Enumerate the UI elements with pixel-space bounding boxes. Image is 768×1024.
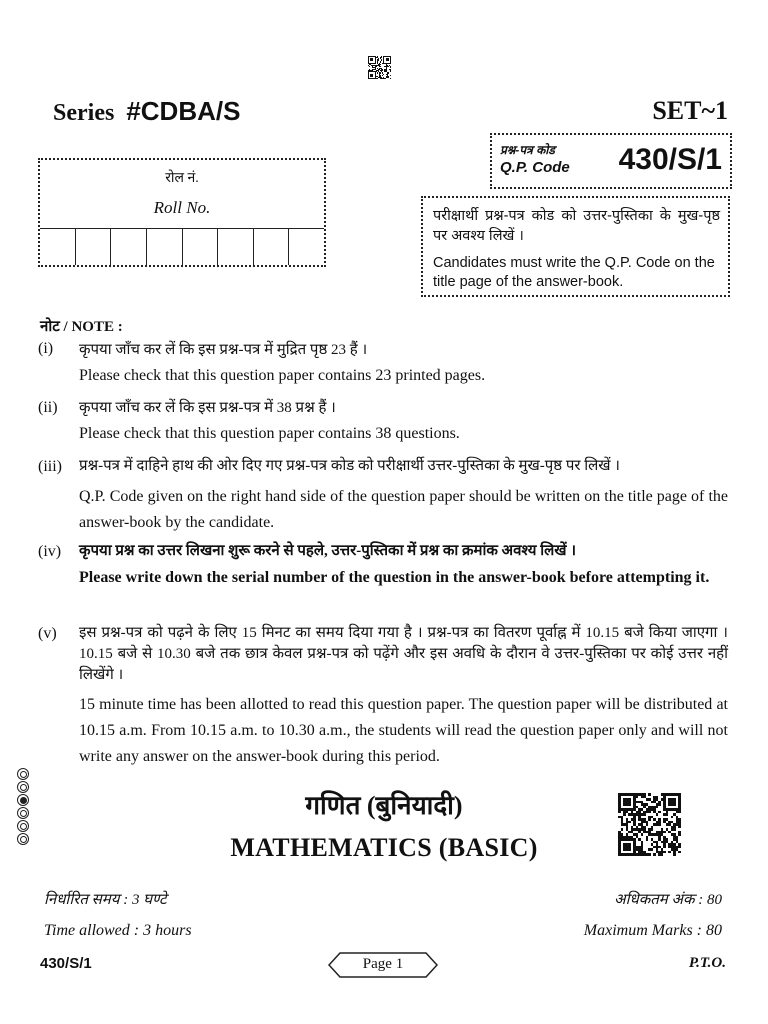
roll-cell [147, 229, 183, 265]
note-hindi: कृपया जाँच कर लें कि इस प्रश्न-पत्र में मुद्रित पृष्ठ 23 हैं । [79, 342, 368, 358]
series-label: Series [53, 100, 115, 126]
series-header [53, 96, 240, 127]
roll-label-english: Roll No. [153, 198, 211, 217]
note-number: (v) [38, 625, 57, 642]
qp-code-value: 430/S/1 [618, 143, 722, 176]
footer-qp-code: 430/S/1 [40, 955, 92, 972]
note-english: 15 minute time has been allotted to read this question paper. The question paper will be distributed at 10.15 a.m. From 10.15 a.m. to 10.30 a.m., the students will read the question paper only and will not write any answer on the answer-book during this period. [79, 696, 728, 765]
roll-cell [111, 229, 147, 265]
time-english: Time allowed : 3 hours [44, 922, 192, 939]
roll-cell [254, 229, 290, 265]
roll-label-hindi: रोल नं. [165, 171, 199, 186]
note-hindi: कृपया जाँच कर लें कि इस प्रश्न-पत्र में 38 प्रश्न हैं । [79, 400, 336, 416]
series-code: #CDBA/S [126, 96, 241, 126]
note-english: Please check that this question paper contains 38 questions. [79, 425, 460, 442]
pto-label: P.T.O. [688, 955, 726, 971]
roll-number-cells [40, 228, 324, 265]
marks-english: Maximum Marks : 80 [583, 922, 722, 939]
qr-code-large-icon [618, 793, 681, 856]
set-label: SET~1 [652, 96, 728, 125]
page-number-badge [328, 952, 438, 978]
subject-title-hindi: गणित (बुनियादी) [305, 791, 463, 820]
qp-code-box [490, 133, 732, 189]
roll-cell [218, 229, 254, 265]
note-english: Q.P. Code given on the right hand side of the question paper should be written on the title page of the answer-book by the candidate. [79, 488, 728, 531]
note-number: (iv) [38, 543, 62, 560]
qp-code-label-hindi: प्रश्न-पत्र कोड [500, 143, 555, 157]
note-number: (i) [38, 340, 54, 357]
note-english: Please write down the serial number of the question in the answer-book before attempting it. [79, 569, 710, 586]
note-english: Please check that this question paper contains 23 printed pages. [79, 367, 486, 384]
page-number: Page 1 [362, 956, 404, 972]
roll-cell [40, 229, 76, 265]
note-hindi: कृपया प्रश्न का उत्तर लिखना शुरू करने से पहले, उत्तर-पुस्तिका में प्रश्न का क्रमांक अवश्य लिखें । [79, 543, 577, 559]
candidate-instruction-box [421, 196, 730, 297]
roll-number-box [38, 158, 326, 267]
subject-title-english: MATHEMATICS (BASIC) [230, 833, 538, 862]
qp-code-label-english: Q.P. Code [500, 159, 570, 176]
note-heading: नोट / NOTE : [40, 319, 123, 335]
note-number: (iii) [38, 458, 62, 475]
marks-hindi: अधिकतम अंक : 80 [614, 892, 722, 908]
instruction-english: Candidates must write the Q.P. Code on the title page of the answer-book. [433, 255, 715, 290]
time-hindi: निर्धारित समय : 3 घण्टे [44, 892, 167, 908]
note-hindi: प्रश्न-पत्र में दाहिने हाथ की ओर दिए गए प्रश्न-पत्र कोड को परीक्षार्थी उत्तर-पुस्तिका के मुख-पृष्ठ पर लिखें । [79, 458, 620, 474]
roll-cell [183, 229, 219, 265]
note-hindi: इस प्रश्न-पत्र को पढ़ने के लिए 15 मिनट का समय दिया गया है । प्रश्न-पत्र का वितरण पूर्वाह्न में 10.15 बजे किया जाएगा । 10.15 बजे से 10.30 बजे तक छात्र केवल प्रश्न-पत्र को पढ़ेंगे और इस अवधि के दौरान वे उत्तर-पुस्तिका पर कोई उत्तर नहीं लिखेंगे । [79, 625, 728, 683]
roll-cell [76, 229, 112, 265]
note-number: (ii) [38, 399, 58, 416]
instruction-hindi: परीक्षार्थी प्रश्न-पत्र कोड को उत्तर-पुस्तिका के मुख-पृष्ठ पर अवश्य लिखें । [433, 208, 720, 244]
qr-code-small-icon [368, 56, 391, 79]
roll-cell [289, 229, 324, 265]
